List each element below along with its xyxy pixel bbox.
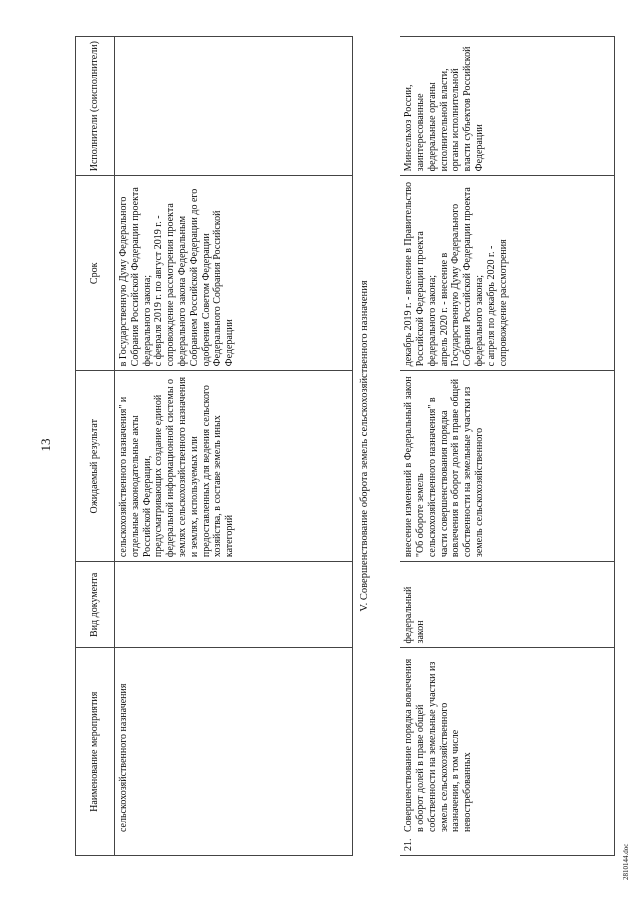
table-row-continued (115, 37, 353, 856)
row-doc-type (115, 562, 353, 648)
row-term: декабрь 2019 г. - внесение в Правительство Российской Федерации проекта федерального закона; апрель 2020 г. - внесение в Государственную Думу Федерального Собрания Российской Федерации проекта федерального закона; с апреля по декабрь 2020 г. - сопровождение рассмотрения (400, 176, 614, 371)
row-result: сельскохозяйственного назначения" и отдельные законодательные акты Российской Федерации, предусматривающих создание единой федеральной информационной системы о землях сельскохозяйственного назначения и землях, используемых или предоставленных для ведения сельского хозяйства, в составе земель иных категорий (115, 371, 353, 562)
row-number: 21. (400, 836, 614, 855)
row-term: в Государственную Думу Федерального Собрания Российской Федерации проекта федерального закона; с февраля 2019 г. по август 2019 г. - сопровождение рассмотрения проекта федерального закона Федеральным Собранием Российской Федерации до его одобрения Советом Федерации Федерального Собрания Российской Федерации (115, 176, 353, 371)
row-doc-type: федеральный закон (400, 562, 614, 648)
row-executors: Минсельхоз России, заинтересованные федеральные органы исполнительной власти, органы исполнительной власти субъектов Российской Федерации (400, 37, 614, 176)
header-term: Срок (76, 176, 115, 371)
footer-file-code: 2810144.doc (622, 843, 630, 880)
table-row-21 (400, 37, 614, 856)
table-header (76, 37, 115, 856)
header-name: Наименование мероприятия (76, 648, 115, 856)
measures-table (75, 36, 615, 856)
section-row (352, 37, 400, 856)
header-result: Ожидаемый результат (76, 371, 115, 562)
row-executors (115, 37, 353, 176)
header-doc-type: Вид документа (76, 562, 115, 648)
row-num-empty (115, 836, 353, 855)
section-title: V. Совершенствование оборота земель сельскохозяйственного назначения (358, 280, 370, 612)
row-name: Совершенствование порядка вовлечения в оборот долей в праве общей собственности на земельные участки из земель сельскохозяйственного назначения, в том числе невостребованных (400, 648, 614, 836)
header-executors: Исполнители (соисполнители) (76, 37, 115, 176)
page-number: 13 (38, 438, 53, 452)
row-result: внесение изменений в Федеральный закон "Об обороте земель сельскохозяйственного назначения" в части совершенствования порядка вовлечения в оборот долей в праве общей собственности на земельные участки из земель сельскохозяйственного (400, 371, 614, 562)
row-name: сельскохозяйственного назначения (115, 648, 353, 836)
